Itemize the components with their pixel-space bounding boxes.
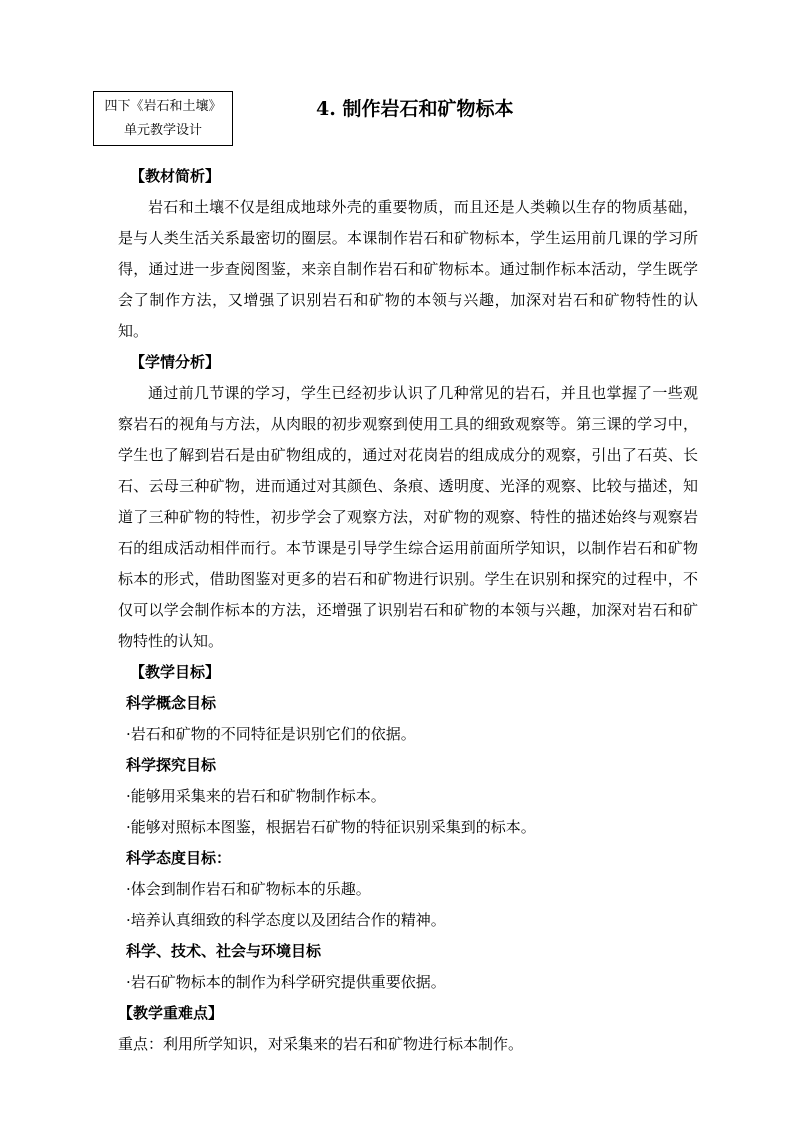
page-title: 4. 制作岩石和矿物标本 [316, 98, 514, 120]
heading-learner-analysis: 【学情分析】 [130, 353, 221, 371]
attitude-goal-item: ·培养认真细致的科学态度以及团结合作的精神。 [126, 911, 446, 929]
subheading-attitude-goals: 科学态度目标： [126, 849, 232, 867]
subheading-stse-goals: 科学、技术、社会与环境目标 [126, 942, 322, 960]
unit-label-line2: 单元教学设计 [123, 123, 202, 138]
heading-key-points: 【教学重难点】 [118, 1004, 224, 1022]
unit-label-line1: 四下《岩石和土壤》 [104, 99, 222, 114]
paragraph-learner-analysis: 通过前几节课的学习，学生已经初步认识了几种常见的岩石，并且也掌握了一些观察岩石的视角与方法，从肉眼的初步观察到使用工具的细致观察等。第三课的学习中，学生也了解到岩石是由矿物组成的，通过对花岗岩的组成成分的观察，引出了石英、长石、云母三种矿物，进而通过对其颜色、条痕、透明度、光泽的观察、比较与描述，知道了三种矿物的特性，初步学会了观察方法，对矿物的观察、特性的描述始终与观察岩石的组成活动相伴而行。本节课是引导学生综合运用前面所学知识，以制作岩石和矿物标本的形式，借助图鉴对更多的岩石和矿物进行识别。学生在识别和探究的过程中，不仅可以学会制作标本的方法，还增强了识别岩石和矿物的本领与兴趣，加深对岩石和矿物特性的认知。 [118, 384, 698, 650]
inquiry-goal-item: ·能够用采集来的岩石和矿物制作标本。 [126, 787, 386, 805]
key-point-focus: 重点：利用所学知识，对采集来的岩石和矿物进行标本制作。 [118, 1035, 524, 1053]
heading-teaching-goals: 【教学目标】 [130, 663, 221, 681]
paragraph-textbook-analysis: 岩石和土壤不仅是组成地球外壳的重要物质，而且还是人类赖以生存的物质基础，是与人类生活关系最密切的圈层。本课制作岩石和矿物标本，学生运用前几课的学习所得，通过进一步查阅图鉴，来亲自制作岩石和矿物标本。通过制作标本活动，学生既学会了制作方法，又增强了识别岩石和矿物的本领与兴趣，加深对岩石和矿物特性的认知。 [118, 198, 698, 340]
heading-textbook-analysis: 【教材简析】 [130, 167, 221, 185]
inquiry-goal-item: ·能够对照标本图鉴，根据岩石矿物的特征识别采集到的标本。 [126, 818, 536, 836]
subheading-concept-goals: 科学概念目标 [126, 694, 217, 712]
subheading-inquiry-goals: 科学探究目标 [126, 756, 217, 774]
attitude-goal-item: ·体会到制作岩石和矿物标本的乐趣。 [126, 880, 371, 898]
unit-label-box [93, 91, 233, 146]
document-body [118, 161, 698, 1060]
stse-goal-item: ·岩石矿物标本的制作为科学研究提供重要依据。 [126, 973, 446, 991]
concept-goal-item: ·岩石和矿物的不同特征是识别它们的依据。 [126, 725, 416, 743]
